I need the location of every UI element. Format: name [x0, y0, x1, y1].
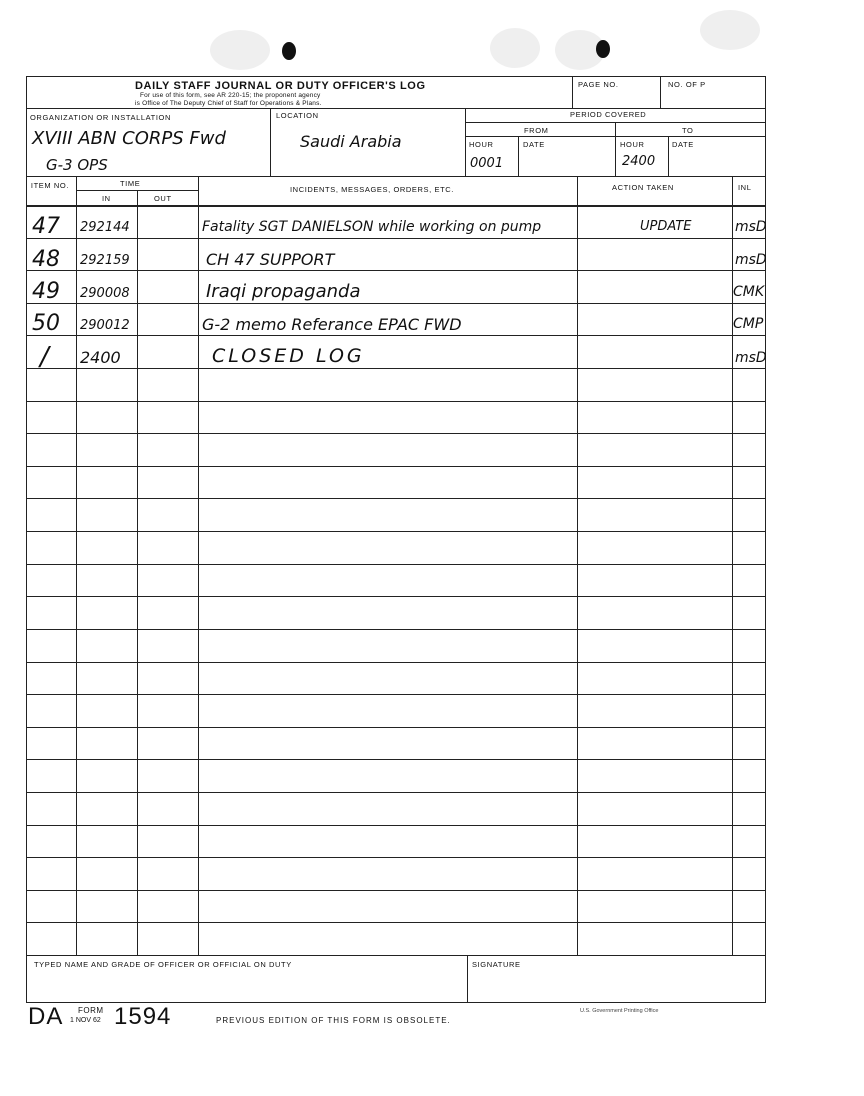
entry-incident: CH 47 SUPPORT [206, 250, 335, 269]
form-subtitle-2: is Office of The Deputy Chief of Staff for Operations & Plans. [135, 100, 322, 107]
entry-time-in: 290012 [80, 318, 130, 333]
from-hour-value: 0001 [470, 156, 504, 171]
from-date-label: DATE [523, 140, 545, 149]
action-taken-label: ACTION TAKEN [612, 183, 674, 192]
grid-column-line [137, 190, 138, 955]
typed-name-field[interactable] [28, 972, 464, 1000]
entry-incident: CLOSED LOG [212, 345, 365, 367]
da-label: DA [28, 1003, 64, 1030]
entry-initials: CMP [733, 316, 764, 332]
period-covered-label: PERIOD COVERED [570, 110, 647, 119]
incidents-label: INCIDENTS, MESSAGES, ORDERS, ETC. [290, 185, 454, 194]
paper-smudge [490, 28, 540, 68]
to-hour-label: HOUR [620, 140, 645, 149]
to-date-label: DATE [672, 140, 694, 149]
entry-item-no: 49 [32, 279, 60, 304]
no-of-pages-label: NO. OF P [668, 80, 706, 89]
organization-value-line1: XVIII ABN CORPS Fwd [32, 128, 226, 149]
binder-hole-icon [596, 40, 610, 58]
organization-value-line2: G-3 OPS [46, 156, 108, 174]
location-value: Saudi Arabia [300, 132, 402, 151]
entry-time-in: 292159 [80, 253, 130, 268]
org-label: ORGANIZATION OR INSTALLATION [30, 113, 171, 122]
paper-smudge [210, 30, 270, 70]
form-subtitle-1: For use of this form, see AR 220-15; the proponent agency [140, 92, 321, 99]
paper-smudge [700, 10, 760, 50]
form-title: DAILY STAFF JOURNAL OR DUTY OFFICER'S LOG [135, 80, 426, 92]
location-label: LOCATION [276, 111, 319, 120]
entry-time-in: 290008 [80, 286, 130, 301]
grid-column-line [198, 176, 199, 955]
entry-action: UPDATE [640, 219, 692, 234]
page-no-label: PAGE NO. [578, 80, 619, 89]
item-no-label: ITEM NO. [30, 181, 70, 190]
binder-hole-icon [282, 42, 296, 60]
entry-initials: msD [735, 219, 767, 235]
form-date: 1 NOV 62 [70, 1017, 101, 1024]
entry-time-in: 2400 [80, 348, 121, 367]
previous-edition-note: PREVIOUS EDITION OF THIS FORM IS OBSOLETE. [216, 1016, 451, 1025]
entry-item-no: 48 [32, 247, 60, 272]
from-label: FROM [524, 126, 549, 135]
signature-field[interactable] [470, 972, 762, 1000]
entry-incident: Iraqi propaganda [206, 281, 361, 302]
typed-name-label: TYPED NAME AND GRADE OF OFFICER OR OFFICIAL ON DUTY [34, 960, 292, 969]
form-label: FORM [78, 1006, 104, 1015]
entry-incident: Fatality SGT DANIELSON while working on pump [202, 219, 542, 235]
time-in-label: IN [102, 194, 111, 203]
time-label: TIME [120, 179, 141, 188]
grid-column-line [76, 176, 77, 955]
printing-office-note: U.S. Government Printing Office [580, 1008, 659, 1014]
entry-initials: msD [735, 350, 767, 366]
entry-item-no: 50 [32, 311, 60, 336]
initials-label: INL [738, 183, 752, 192]
entry-initials: msD [735, 252, 767, 268]
to-label: TO [682, 126, 694, 135]
entry-time-in: 292144 [80, 220, 130, 235]
form-number: 1594 [114, 1003, 172, 1030]
signature-label: SIGNATURE [472, 960, 521, 969]
to-hour-value: 2400 [622, 154, 656, 169]
entry-incident: G-2 memo Referance EPAC FWD [202, 315, 462, 334]
grid-column-line [577, 176, 578, 955]
from-hour-label: HOUR [469, 140, 494, 149]
entry-item-no: 47 [32, 214, 60, 239]
time-out-label: OUT [154, 194, 172, 203]
entry-item-no: / [40, 342, 49, 372]
entry-initials: CMK [733, 284, 765, 300]
